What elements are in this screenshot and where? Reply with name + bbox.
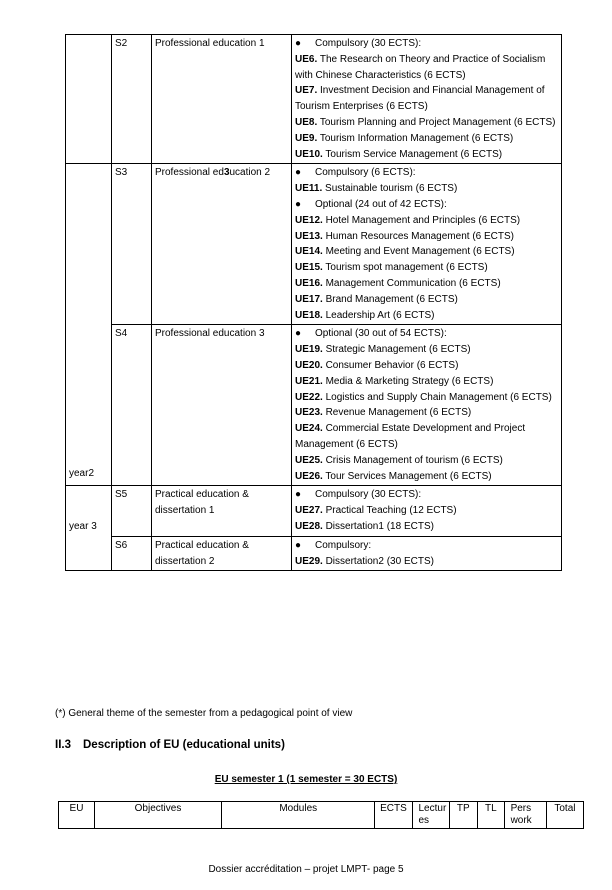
ue-line: UE13. Human Resources Management (6 ECTS) xyxy=(295,230,514,242)
ue-code: UE25. xyxy=(295,454,323,466)
ue-line: UE14. Meeting and Event Management (6 ECTS) xyxy=(295,246,515,258)
ue-code: UE28. xyxy=(295,520,323,532)
ue-code: UE17. xyxy=(295,293,323,305)
ue-line: UE11. Sustainable tourism (6 ECTS) xyxy=(295,183,458,195)
ue-content-cell xyxy=(292,325,562,486)
semester-title-cell: Professional ed3ucation 2 xyxy=(152,164,292,325)
table-row-s3 xyxy=(66,164,562,325)
semester-cell: S2 xyxy=(112,35,152,164)
bullet-line: ● Compulsory: xyxy=(295,538,558,554)
ue-line: UE15. Tourism spot management (6 ECTS) xyxy=(295,262,488,274)
semester-cell: S3 xyxy=(112,164,152,325)
year-cell: year2 xyxy=(66,164,112,486)
bullet-line: ● Compulsory (6 ECTS): xyxy=(295,165,558,181)
table-row-s6 xyxy=(66,536,562,571)
ue-code: UE8. xyxy=(295,116,318,128)
ue-line: UE7. Investment Decision and Financial Management of Tourism Enterprises (6 ECTS) xyxy=(295,85,545,113)
section-title: Description of EU (educational units) xyxy=(83,739,285,751)
ue-line: UE9. Tourism Information Management (6 ECTS) xyxy=(295,132,514,144)
ue-line: UE21. Media & Marketing Strategy (6 ECTS) xyxy=(295,375,494,387)
ue-code: UE18. xyxy=(295,309,323,321)
column-header: Objectives xyxy=(94,802,221,829)
column-header: Modules xyxy=(222,802,375,829)
ue-code: UE12. xyxy=(295,214,323,226)
semester-cell: S4 xyxy=(112,325,152,486)
column-header: TP xyxy=(449,802,478,829)
column-header: Lectur es xyxy=(412,802,449,829)
eu-table xyxy=(58,801,584,829)
ue-code: UE7. xyxy=(295,85,318,97)
year-cell: year 3 xyxy=(66,486,112,571)
bullet-line: ● Compulsory (30 ECTS): xyxy=(295,487,558,503)
ue-code: UE24. xyxy=(295,423,323,435)
ue-code: UE16. xyxy=(295,277,323,289)
ue-line: UE18. Leadership Art (6 ECTS) xyxy=(295,309,435,321)
ue-code: UE27. xyxy=(295,505,323,517)
year-cell-empty xyxy=(66,35,112,164)
bullet-icon: ● xyxy=(295,198,302,210)
column-header: Total xyxy=(546,802,583,829)
ue-code: UE11. xyxy=(295,183,323,195)
column-header: ECTS xyxy=(375,802,412,829)
bullet-line: ● Optional (24 out of 42 ECTS): xyxy=(295,197,558,213)
ue-content-cell xyxy=(292,164,562,325)
semester-title-cell: Professional education 1 xyxy=(152,35,292,164)
table-row-s5 xyxy=(66,486,562,536)
ue-code: UE22. xyxy=(295,391,323,403)
semester-title-cell: Practical education & dissertation 1 xyxy=(152,486,292,536)
ue-code: UE10. xyxy=(295,148,323,160)
semester-title-cell: Practical education & dissertation 2 xyxy=(152,536,292,571)
section-number: II.3 xyxy=(55,739,71,751)
bullet-icon: ● xyxy=(295,539,302,551)
ue-line: UE19. Strategic Management (6 ECTS) xyxy=(295,344,471,356)
ue-line: UE26. Tour Services Management (6 ECTS) xyxy=(295,470,492,482)
ue-code: UE23. xyxy=(295,407,323,419)
table-row-s4 xyxy=(66,325,562,486)
ue-line: UE24. Commercial Estate Development and Project Management (6 ECTS) xyxy=(295,423,526,450)
column-header: Pers work xyxy=(504,802,546,829)
curriculum-table xyxy=(65,34,562,571)
ue-code: UE29. xyxy=(295,555,323,567)
ue-line: UE28. Dissertation1 (18 ECTS) xyxy=(295,520,434,532)
ue-line: UE23. Revenue Management (6 ECTS) xyxy=(295,407,472,419)
semester-title-cell: Professional education 3 xyxy=(152,325,292,486)
eu-semester-title: EU semester 1 (1 semester = 30 ECTS) xyxy=(214,774,398,785)
ue-content-cell xyxy=(292,536,562,571)
section-heading xyxy=(55,739,285,751)
ue-code: UE13. xyxy=(295,230,323,242)
semester-cell: S6 xyxy=(112,536,152,571)
ue-content-cell xyxy=(292,35,562,164)
table-row-s2 xyxy=(66,35,562,164)
column-header: TL xyxy=(478,802,504,829)
ue-code: UE20. xyxy=(295,359,323,371)
ue-code: UE21. xyxy=(295,375,323,387)
semester-cell: S5 xyxy=(112,486,152,536)
ue-line: UE12. Hotel Management and Principles (6 ECTS) xyxy=(295,214,521,226)
eu-table-header-row xyxy=(59,802,584,829)
ue-code: UE14. xyxy=(295,246,323,258)
ue-content-cell xyxy=(292,486,562,536)
column-header: EU xyxy=(59,802,95,829)
page-footer: Dossier accréditation – projet LMPT- page 5 xyxy=(208,864,404,875)
ue-line: UE6. The Research on Theory and Practice of Socialism with Chinese Characteristics (6 ECTS) xyxy=(295,53,546,81)
ue-line: UE16. Management Communication (6 ECTS) xyxy=(295,277,501,289)
ue-code: UE15. xyxy=(295,262,323,274)
bullet-icon: ● xyxy=(295,38,302,49)
bullet-icon: ● xyxy=(295,489,302,501)
ue-line: UE27. Practical Teaching (12 ECTS) xyxy=(295,505,457,517)
ue-line: UE25. Crisis Management of tourism (6 ECTS) xyxy=(295,454,503,466)
ue-code: UE19. xyxy=(295,344,323,356)
ue-code: UE6. xyxy=(295,53,318,65)
bullet-line: ● Optional (30 out of 54 ECTS): xyxy=(295,326,558,342)
bullet-icon: ● xyxy=(295,167,302,179)
ue-line: UE10. Tourism Service Management (6 ECTS) xyxy=(295,148,503,160)
bullet-line: ● Compulsory (30 ECTS): xyxy=(295,36,558,52)
ue-line: UE8. Tourism Planning and Project Management (6 ECTS) xyxy=(295,116,556,128)
ue-line: UE29. Dissertation2 (30 ECTS) xyxy=(295,555,434,567)
ue-code: UE9. xyxy=(295,132,318,144)
ue-line: UE20. Consumer Behavior (6 ECTS) xyxy=(295,359,459,371)
ue-code: UE26. xyxy=(295,470,323,482)
ue-line: UE22. Logistics and Supply Chain Management (6 ECTS) xyxy=(295,391,552,403)
footnote: (*) General theme of the semester from a pedagogical point of view xyxy=(55,708,353,719)
ue-line: UE17. Brand Management (6 ECTS) xyxy=(295,293,458,305)
bullet-icon: ● xyxy=(295,328,302,340)
